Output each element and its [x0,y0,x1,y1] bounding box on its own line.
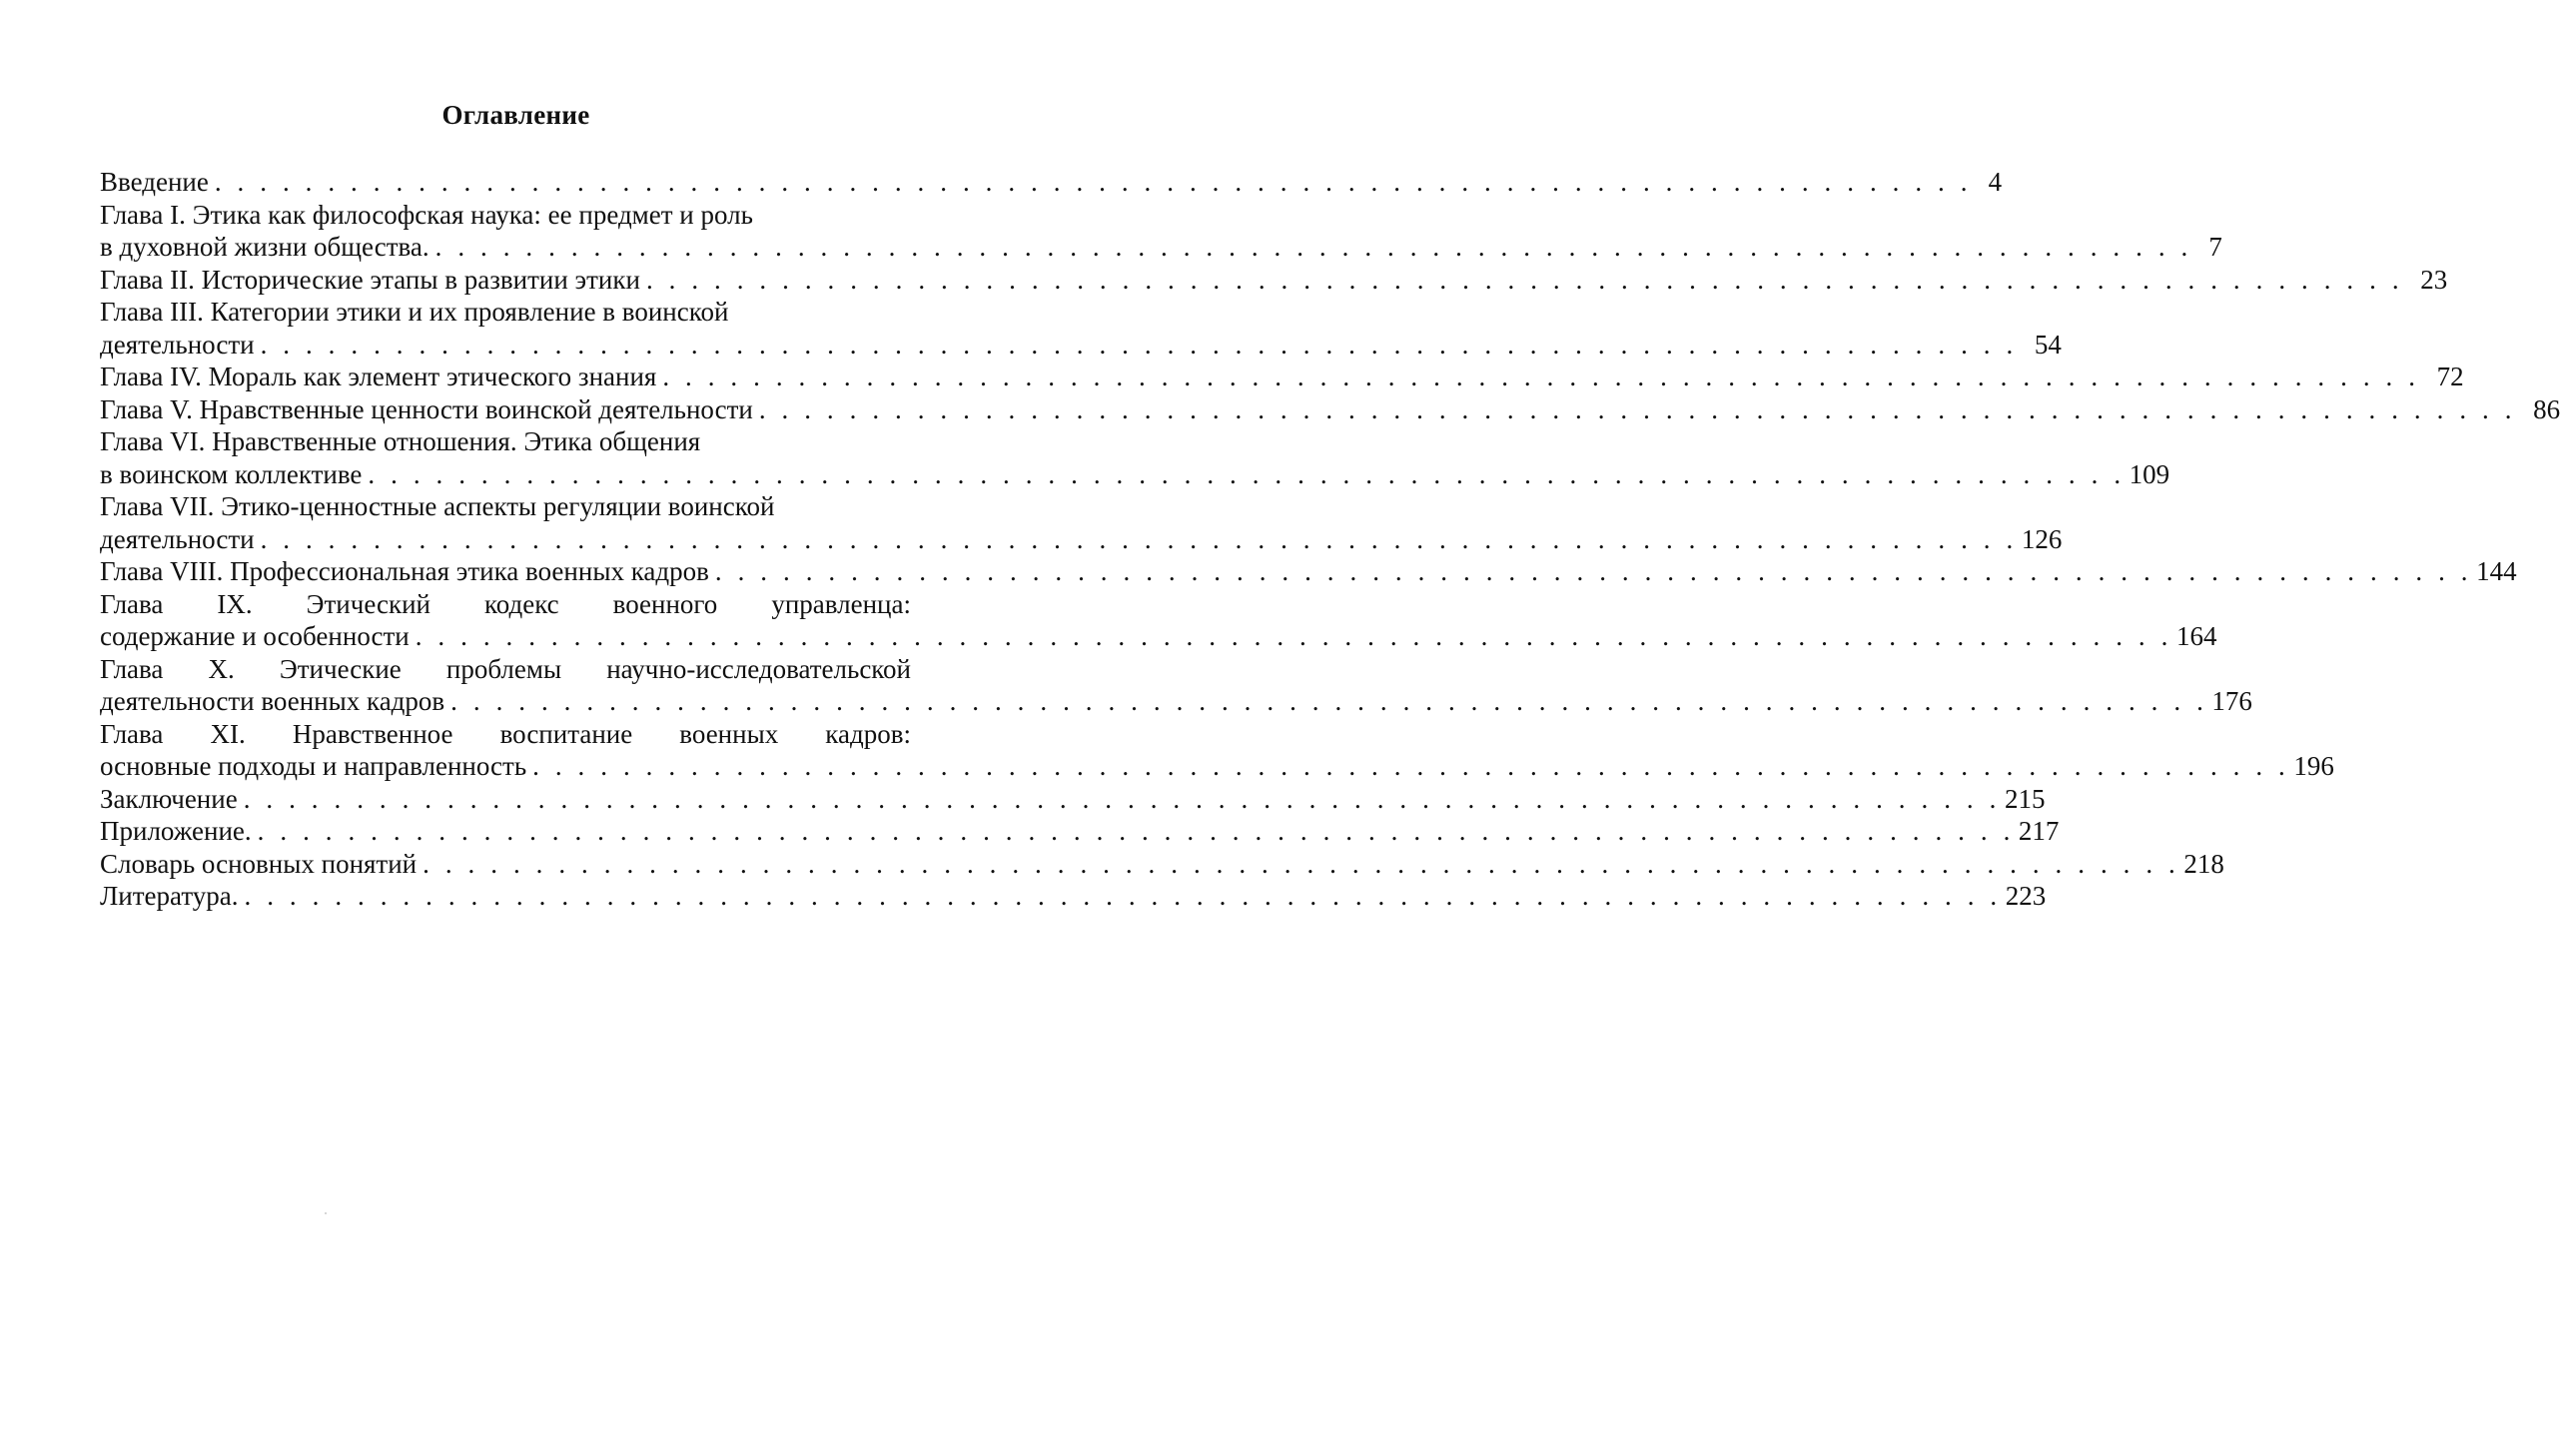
toc-entry-text: Глава I. Этика как философская наука: ее предмет и роль [100,199,753,230]
toc-entry-text: деятельности [100,523,255,554]
toc-line [100,523,2063,556]
toc-page-number: 86 [2533,393,2560,424]
toc-line [100,588,911,621]
toc-line [100,620,2217,653]
toc-line [100,393,2560,426]
dot-leader: . . . . . . . . . . . . . . . . . . . . . . . . . . . . . . . . . . . . . . . . . . . . . . . . . . . . . . . . . . . . . . . . . . . . . . . . . . . . . . [450,686,2208,716]
toc-entry-text: деятельности военных кадров [100,686,445,716]
toc-entry-text: Глава IV. Мораль как элемент этического знания [100,362,657,391]
toc-line [100,815,2060,848]
toc-page-number: 217 [2018,816,2060,846]
toc-line [100,880,2047,913]
toc-entry-text: Заключение [100,783,238,814]
toc-page-number: 7 [2208,232,2222,262]
toc-line [100,685,2252,718]
toc-page-number: 144 [2476,556,2517,586]
toc-line [100,264,2448,297]
toc-line [100,653,911,686]
table-of-contents [100,166,2560,913]
toc-entry-text: Глава V. Нравственные ценности воинской деятельности [100,393,753,424]
toc-entry-text: Глава IX. Этический кодекс военного управленца: [100,588,911,619]
toc-line [100,361,2464,393]
toc-entry-text: Приложение. [100,816,252,846]
toc-line [100,718,911,751]
dot-leader: . . . . . . . . . . . . . . . . . . . . . . . . . . . . . . . . . . . . . . . . . . . . . . . . . . . . . . . . . . . . . . . . . . . . . . . . . . . . . . [257,816,2015,846]
toc-line [100,490,911,523]
toc-page-number: 126 [2021,523,2063,554]
dot-leader: . . . . . . . . . . . . . . . . . . . . . . . . . . . . . . . . . . . . . . . . . . . . . . . . . . . . . . . . . . . . . . . . . . . . . . . . . . . . . . [662,362,2420,391]
dot-leader: . . . . . . . . . . . . . . . . . . . . . . . . . . . . . . . . . . . . . . . . . . . . . . . . . . . . . . . . . . . . . . . . . . . . . . . . . . . . . . [434,232,2192,262]
dot-leader: . . . . . . . . . . . . . . . . . . . . . . . . . . . . . . . . . . . . . . . . . . . . . . . . . . . . . . . . . . . . . . . . . . . . . . . . . . . . . . [260,329,2018,360]
dot-leader: . . . . . . . . . . . . . . . . . . . . . . . . . . . . . . . . . . . . . . . . . . . . . . . . . . . . . . . . . . . . . . . . . . . . . . . . . . . . . . [645,264,2404,295]
page-title: Оглавление [441,100,590,130]
toc-entry-text: Введение [100,167,209,197]
toc-entry-text: деятельности [100,329,255,360]
scan-speck [325,1212,327,1214]
toc-entry-text: Глава III. Категории этики и их проявление в воинской [100,297,729,327]
toc-line [100,555,2517,588]
toc-page-number: 215 [2004,783,2046,814]
toc-line [100,425,911,458]
dot-leader: . . . . . . . . . . . . . . . . . . . . . . . . . . . . . . . . . . . . . . . . . . . . . . . . . . . . . . . . . . . . . . . . . . . . . . . . . . . . . . [214,167,1973,197]
toc-line [100,166,2003,199]
toc-entry-text: содержание и особенности [100,621,410,651]
toc-line [100,329,2062,362]
dot-leader: . . . . . . . . . . . . . . . . . . . . . . . . . . . . . . . . . . . . . . . . . . . . . . . . . . . . . . . . . . . . . . . . . . . . . . . . . . . . . . [423,848,2180,879]
dot-leader: . . . . . . . . . . . . . . . . . . . . . . . . . . . . . . . . . . . . . . . . . . . . . . . . . . . . . . . . . . . . . . . . . . . . . . . . . . . . . . [244,881,2002,911]
toc-page-number: 176 [2211,686,2252,716]
toc-entry-text: Глава VI. Нравственные отношения. Этика общения [100,426,701,456]
toc-entry-text: Литература. [100,881,239,911]
dot-leader: . . . . . . . . . . . . . . . . . . . . . . . . . . . . . . . . . . . . . . . . . . . . . . . . . . . . . . . . . . . . . . . . . . . . . . . . . . . . . . [532,751,2290,781]
toc-entry-text: Глава VII. Этико-ценностные аспекты регуляции воинской [100,491,775,521]
toc-line [100,296,911,329]
toc-entry-text: Глава XI. Нравственное воспитание военных кадров: [100,718,911,749]
toc-page-number: 164 [2175,621,2217,651]
toc-page-number: 109 [2129,458,2170,489]
toc-page-number: 23 [2420,264,2448,295]
toc-page-number: 54 [2034,329,2062,360]
dot-leader: . . . . . . . . . . . . . . . . . . . . . . . . . . . . . . . . . . . . . . . . . . . . . . . . . . . . . . . . . . . . . . . . . . . . . . . . . . . . . . [758,393,2517,424]
toc-line [100,231,2222,264]
dot-leader: . . . . . . . . . . . . . . . . . . . . . . . . . . . . . . . . . . . . . . . . . . . . . . . . . . . . . . . . . . . . . . . . . . . . . . . . . . . . . . [243,783,2001,814]
toc-page-number: 218 [2183,848,2224,879]
dot-leader: . . . . . . . . . . . . . . . . . . . . . . . . . . . . . . . . . . . . . . . . . . . . . . . . . . . . . . . . . . . . . . . . . . . . . . . . . . . . . . [714,556,2473,586]
toc-line [100,199,911,232]
toc-entry-text: основные подходы и направленность [100,751,527,781]
toc-line [100,458,2170,491]
toc-page-number: 72 [2436,362,2464,391]
toc-entry-text: Глава X. Этические проблемы научно-исследовательской [100,653,911,684]
dot-leader: . . . . . . . . . . . . . . . . . . . . . . . . . . . . . . . . . . . . . . . . . . . . . . . . . . . . . . . . . . . . . . . . . . . . . . . . . . . . . . [368,458,2126,489]
toc-entry-text: Глава VIII. Профессиональная этика военных кадров [100,556,709,586]
toc-entry-text: в духовной жизни общества. [100,232,429,262]
toc-line [100,783,2046,816]
dot-leader: . . . . . . . . . . . . . . . . . . . . . . . . . . . . . . . . . . . . . . . . . . . . . . . . . . . . . . . . . . . . . . . . . . . . . . . . . . . . . . [415,621,2172,651]
toc-page-number: 196 [2293,751,2334,781]
toc-entry-text: Глава II. Исторические этапы в развитии этики [100,264,640,295]
toc-entry-text: в воинском коллективе [100,458,363,489]
toc-line [100,750,2334,783]
toc-entry-text: Словарь основных понятий [100,848,418,879]
toc-page-number: 223 [2005,881,2047,911]
toc-page-number: 4 [1988,167,2003,197]
toc-line [100,848,2224,881]
dot-leader: . . . . . . . . . . . . . . . . . . . . . . . . . . . . . . . . . . . . . . . . . . . . . . . . . . . . . . . . . . . . . . . . . . . . . . . . . . . . . . [260,523,2018,554]
